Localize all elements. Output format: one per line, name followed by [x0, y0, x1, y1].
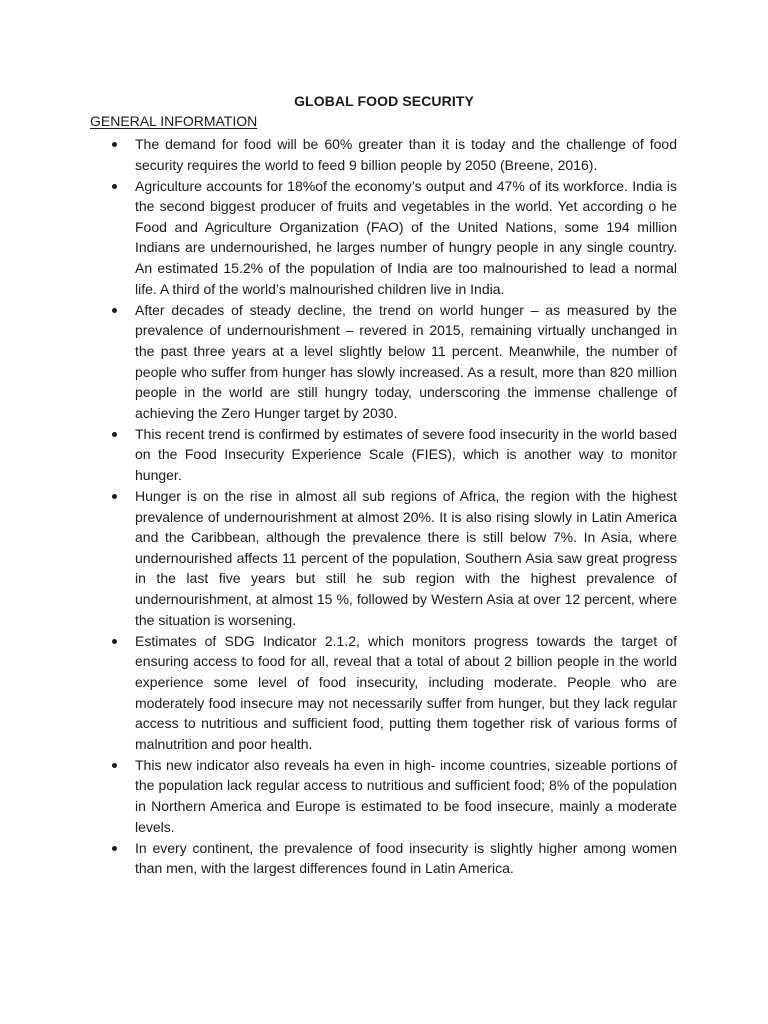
list-item-text: Estimates of SDG Indicator 2.1.2, which monitors progress towards the target of ensuring access to food for all, reveal that a total of about 2 billion people in the world experience some level of food insecurity, including moderate. People who are moderately food insecure may not necessarily suffer from hunger, but they lack regular access to nutritious and sufficient food, putting them together risk of various forms of malnutrition and poor health.: [135, 632, 677, 752]
list-item-text: After decades of steady decline, the trend on world hunger – as measured by the prevalence of undernourishment – revered in 2015, remaining virtually unchanged in the past three years at a level slightly below 11 percent. Meanwhile, the number of people who suffer from hunger has slowly increased. As a result, more than 820 million people in the world are still hungry today, underscoring the immense challenge of achieving the Zero Hunger target by 2030.: [135, 301, 677, 421]
list-item: [90, 486, 677, 630]
bullet-icon: [112, 763, 117, 768]
list-item: [90, 134, 677, 175]
bullet-icon: [112, 846, 117, 851]
list-item: [90, 838, 677, 879]
bullet-icon: [112, 184, 117, 189]
list-item-text: The demand for food will be 60% greater than it is today and the challenge of food security requires the world to feed 9 billion people by 2050 (Breene, 2016).: [135, 136, 677, 173]
document-title: GLOBAL FOOD SECURITY: [294, 93, 474, 109]
bullet-icon: [112, 142, 117, 147]
bullet-icon: [112, 494, 117, 499]
list-item-text: This recent trend is confirmed by estimates of severe food insecurity in the world based on the Food Insecurity Experience Scale (FIES), which is another way to monitor hunger.: [135, 425, 677, 483]
bullet-icon: [112, 639, 117, 644]
bullet-icon: [112, 432, 117, 437]
list-item: [90, 300, 677, 424]
section-heading: GENERAL INFORMATION: [90, 113, 258, 129]
list-item-text: Hunger is on the rise in almost all sub regions of Africa, the region with the highest prevalence of undernourishment at almost 20%. It is also rising slowly in Latin America and the Caribbean, although the prevalence there is still below 7%. In Asia, where undernourished affects 11 percent of the population, Southern Asia saw great progress in the last five years but still he sub region with the highest prevalence of undernourishment, at almost 15 %, followed by Western Asia at over 12 percent, where the situation is worsening.: [135, 488, 677, 628]
list-item-text: Agriculture accounts for 18%of the economy’s output and 47% of its workforce. India is the second biggest producer of fruits and vegetables in the world. Yet according o he Food and Agriculture Organization (FAO) of the United Nations, some 194 million Indians are undernourished, he larges number of hungry people in any single country. An estimated 15.2% of the population of India are too malnourished to lead a normal life. A third of the world’s malnourished children live in India.: [135, 177, 677, 297]
list-item: [90, 424, 677, 486]
list-item: [90, 631, 677, 755]
list-item: [90, 176, 677, 300]
list-item-text: In every continent, the prevalence of food insecurity is slightly higher among women than men, with the largest differences found in Latin America.: [135, 839, 677, 877]
bullet-list: [90, 134, 677, 879]
bullet-icon: [112, 308, 117, 313]
list-item: [90, 755, 677, 837]
list-item-text: This new indicator also reveals ha even in high- income countries, sizeable portions of the population lack regular access to nutritious and sufficient food; 8% of the population in Northern America and Europe is estimated to be food insecure, mainly a moderate levels.: [135, 756, 677, 835]
